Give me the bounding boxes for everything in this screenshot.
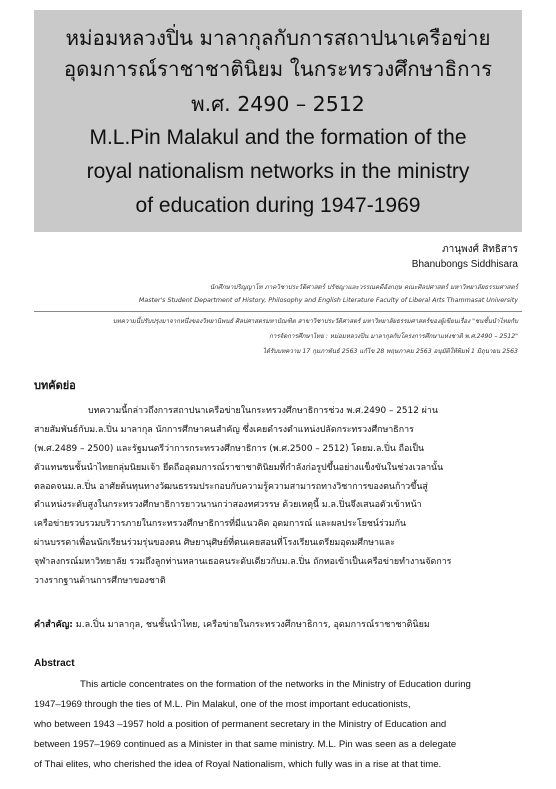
footnote-dates: ได้รับบทความ 17 กุมภาพันธ์ 2563 แก้ไข 28 พฤษภาคม 2563 อนุมัติให้พิมพ์ 1 มิถุนายน 2563 bbox=[262, 348, 518, 355]
abstract-english-line: This article concentrates on the formation of the networks in the Ministry of Education during bbox=[80, 679, 471, 690]
abstract-english-line: of Thai elites, who cherished the idea of Royal Nationalism, which fully was in a rise at that time. bbox=[34, 758, 442, 770]
abstract-english-body bbox=[34, 675, 522, 774]
abstract-thai-line: บทความนี้กล่าวถึงการสถาปนาเครือข่ายในกระทรวงศึกษาธิการช่วง พ.ศ.2490 – 2512 ผ่าน bbox=[88, 406, 438, 416]
abstract-thai-line: ตำแหน่งระดับสูงในกระทรวงศึกษาธิการยาวนานกว่าสองทศวรรษ ด้วยเหตุนี้ ม.ล.ปิ่นจึงเสนอตัวเข้าหน้า bbox=[34, 500, 422, 511]
title-english-line-3: of education during 1947-1969 bbox=[135, 194, 421, 217]
title-thai-line-3: พ.ศ. 2490 – 2512 bbox=[191, 92, 365, 116]
footnote-line-2: การจัดการศึกษาไทย : หม่อมหลวงปิ่น มาลากุลกับโครงการศึกษาแห่งชาติ พ.ศ.2490 – 2512" bbox=[269, 333, 518, 340]
keywords-thai bbox=[34, 617, 430, 631]
keywords-list: ม.ล.ปิ่น มาลากุล, ชนชั้นนำไทย, เครือข่ายในกระทรวงศึกษาธิการ, อุดมการณ์ราชาชาตินิยม bbox=[72, 620, 430, 630]
author-name-english: Bhanubongs Siddhisara bbox=[411, 259, 518, 270]
abstract-thai-line: ตัวแทนชนชั้นนำไทยกลุ่มนิยมเจ้า ยึดถืออุดมการณ์ราชาชาตินิยมที่กำลังก่อรูปขึ้นอย่างแข็งขันในช่วงเวลานั้น bbox=[34, 462, 444, 473]
title-banner bbox=[34, 10, 522, 232]
abstract-thai-line: ผ่านบรรดาเพื่อนนักเรียนร่วมรุ่นของตน ศิษยานุศิษย์ที่ตนเคยสอนที่โรงเรียนเตรียมอุดมศึกษาและ bbox=[34, 538, 395, 549]
title-english-line-2: royal nationalism networks in the ministry bbox=[86, 160, 470, 183]
abstract-english-line: 1947–1969 through the ties of M.L. Pin Malakul, one of the most important educationists, bbox=[34, 698, 411, 710]
title-thai-line-1: หม่อมหลวงปิ่น มาลากุลกับการสถาปนาเครือข่าย bbox=[65, 26, 491, 50]
abstract-thai-line: วางรากฐานด้านการศึกษาของชาติ bbox=[34, 576, 166, 587]
author-name-thai: ภานุพงศ์ สิทธิสาร bbox=[442, 244, 518, 255]
keywords-label: คำสำคัญ: bbox=[34, 620, 73, 630]
footnote-line-1: บทความนี้ปรับปรุงมาจากหนึ่งของวิทยานิพนธ์ ศิลปศาสตรมหาบัณฑิต สาขาวิชาประวัติศาสตร์ มหาวิทยาลัยธรรมศาสตร์ของผู้เขียนเรื่อง "ชนชั้นนำไทยกับ bbox=[112, 318, 518, 325]
abstract-thai-line: จุฬาลงกรณ์มหาวิทยาลัย รวมถึงลูกท่านหลานเธอคนระดับเดียวกับม.ล.ปิ่น ถักทอเข้าเป็นเครือข่ายทำงานจัดการ bbox=[34, 557, 452, 568]
abstract-english-heading: Abstract bbox=[34, 658, 75, 669]
title-english-line-1: M.L.Pin Malakul and the formation of the bbox=[89, 126, 467, 149]
abstract-thai-line: เครือข่ายรวบรวมบริวารภายในกระทรวงศึกษาธิการที่มีแนวคิด อุดมการณ์ และผลประโยชน์ร่วมกัน bbox=[34, 519, 407, 530]
abstract-thai-heading: บทคัดย่อ bbox=[34, 379, 76, 392]
abstract-english-line: who between 1943 –1957 hold a position of permanent secretary in the Ministry of Education and bbox=[34, 718, 447, 730]
abstract-thai-body bbox=[34, 402, 522, 591]
divider bbox=[34, 311, 522, 312]
abstract-thai-line: (พ.ศ.2489 – 2500) และรัฐมนตรีว่าการกระทรวงศึกษาธิการ (พ.ศ.2500 – 2512) โดยม.ล.ปิ่น ถือเป็น bbox=[34, 443, 425, 454]
abstract-english-line: between 1957–1969 continued as a Minister in that same ministry. M.L. Pin was seen as a delegate bbox=[34, 738, 457, 750]
author-affiliation-english: Master's Student Department of History, Philosophy and English Literature Faculty of Liberal Arts Thammasat University bbox=[138, 297, 518, 304]
title-thai-line-2: อุดมการณ์ราชาชาตินิยม ในกระทรวงศึกษาธิการ bbox=[63, 57, 493, 81]
abstract-thai-line: ตลอดจนม.ล.ปิ่น อาศัยต้นทุนทางวัฒนธรรมประกอบกับความรู้ความสามารถทางวิชาการของตนก้าวขึ้นสู่ bbox=[34, 481, 428, 492]
abstract-thai-line: สายสัมพันธ์กับม.ล.ปิ่น มาลากุล นักการศึกษาคนสำคัญ ซึ่งเคยดำรงตำแหน่งปลัดกระทรวงศึกษาธิการ bbox=[34, 424, 414, 435]
author-affiliation-thai: นักศึกษาปริญญาโท ภาควิชาประวัติศาสตร์ ปรัชญาและวรรณคดีอังกฤษ คณะศิลปศาสตร์ มหาวิทยาลัยธรรมศาสตร์ bbox=[209, 284, 518, 291]
